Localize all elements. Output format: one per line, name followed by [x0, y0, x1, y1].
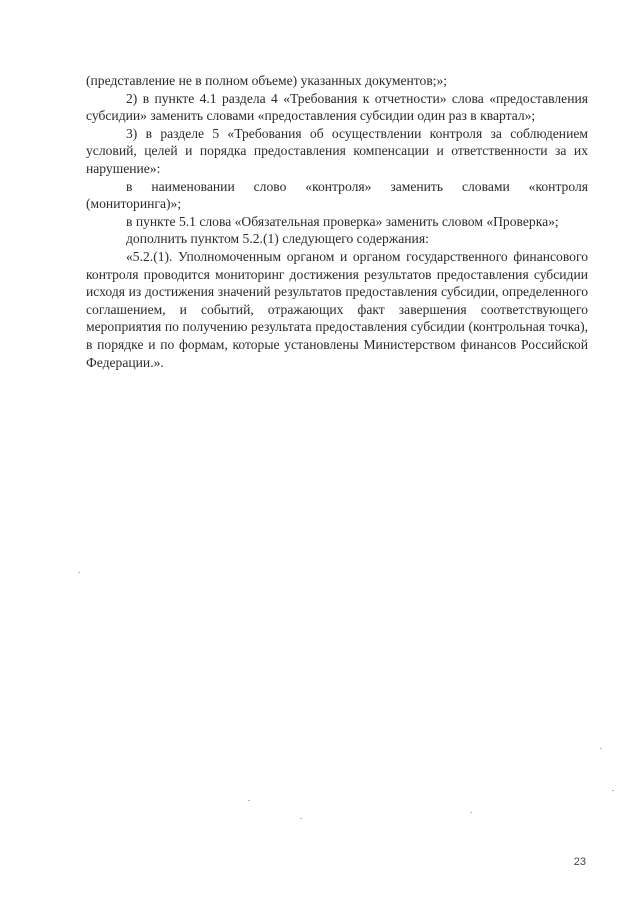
scan-speck: [78, 572, 80, 573]
scan-speck: [612, 790, 614, 791]
paragraph-rename-heading: в наименовании слово «контроля» заменить словами «контроля (мониторинга)»;: [86, 178, 588, 212]
page-number: 23: [573, 856, 586, 868]
paragraph-clause-5-1: в пункте 5.1 слова «Обязательная проверка» заменить словом «Проверка»;: [126, 213, 559, 229]
scan-speck: [300, 818, 302, 819]
paragraph-continuation: (представление не в полном объеме) указанных документов;»;: [86, 73, 448, 88]
document-body: [86, 72, 588, 371]
paragraph-add-clause: дополнить пунктом 5.2.(1) следующего содержания:: [126, 231, 429, 247]
paragraph-clause-5-2-1: «5.2.(1). Уполномоченным органом и органом государственного финансового контроля проводится мониторинг достижения результатов предоставления субсидии исходя из достижения значений результатов предоставления субсидии, определенного соглашением, и событий, отражающих факт завершения соответствующего мероприятия по получению результата предоставления субсидии (контрольная точка), в порядке и по формам, которые установлены Министерством финансов Российской Федерации.».: [86, 248, 588, 370]
scan-speck: [248, 800, 250, 801]
scan-speck: [470, 812, 472, 813]
paragraph-item-2: 2) в пункте 4.1 раздела 4 «Требования к отчетности» слова «предоставления субсидии» заменить словами «предоставления субсидии один раз в квартал»;: [86, 90, 588, 124]
paragraph-item-3: 3) в разделе 5 «Требования об осуществлении контроля за соблюдением условий, целей и порядка предоставления компенсации и ответственности за их нарушение»:: [86, 125, 588, 176]
scan-speck: [600, 748, 602, 749]
